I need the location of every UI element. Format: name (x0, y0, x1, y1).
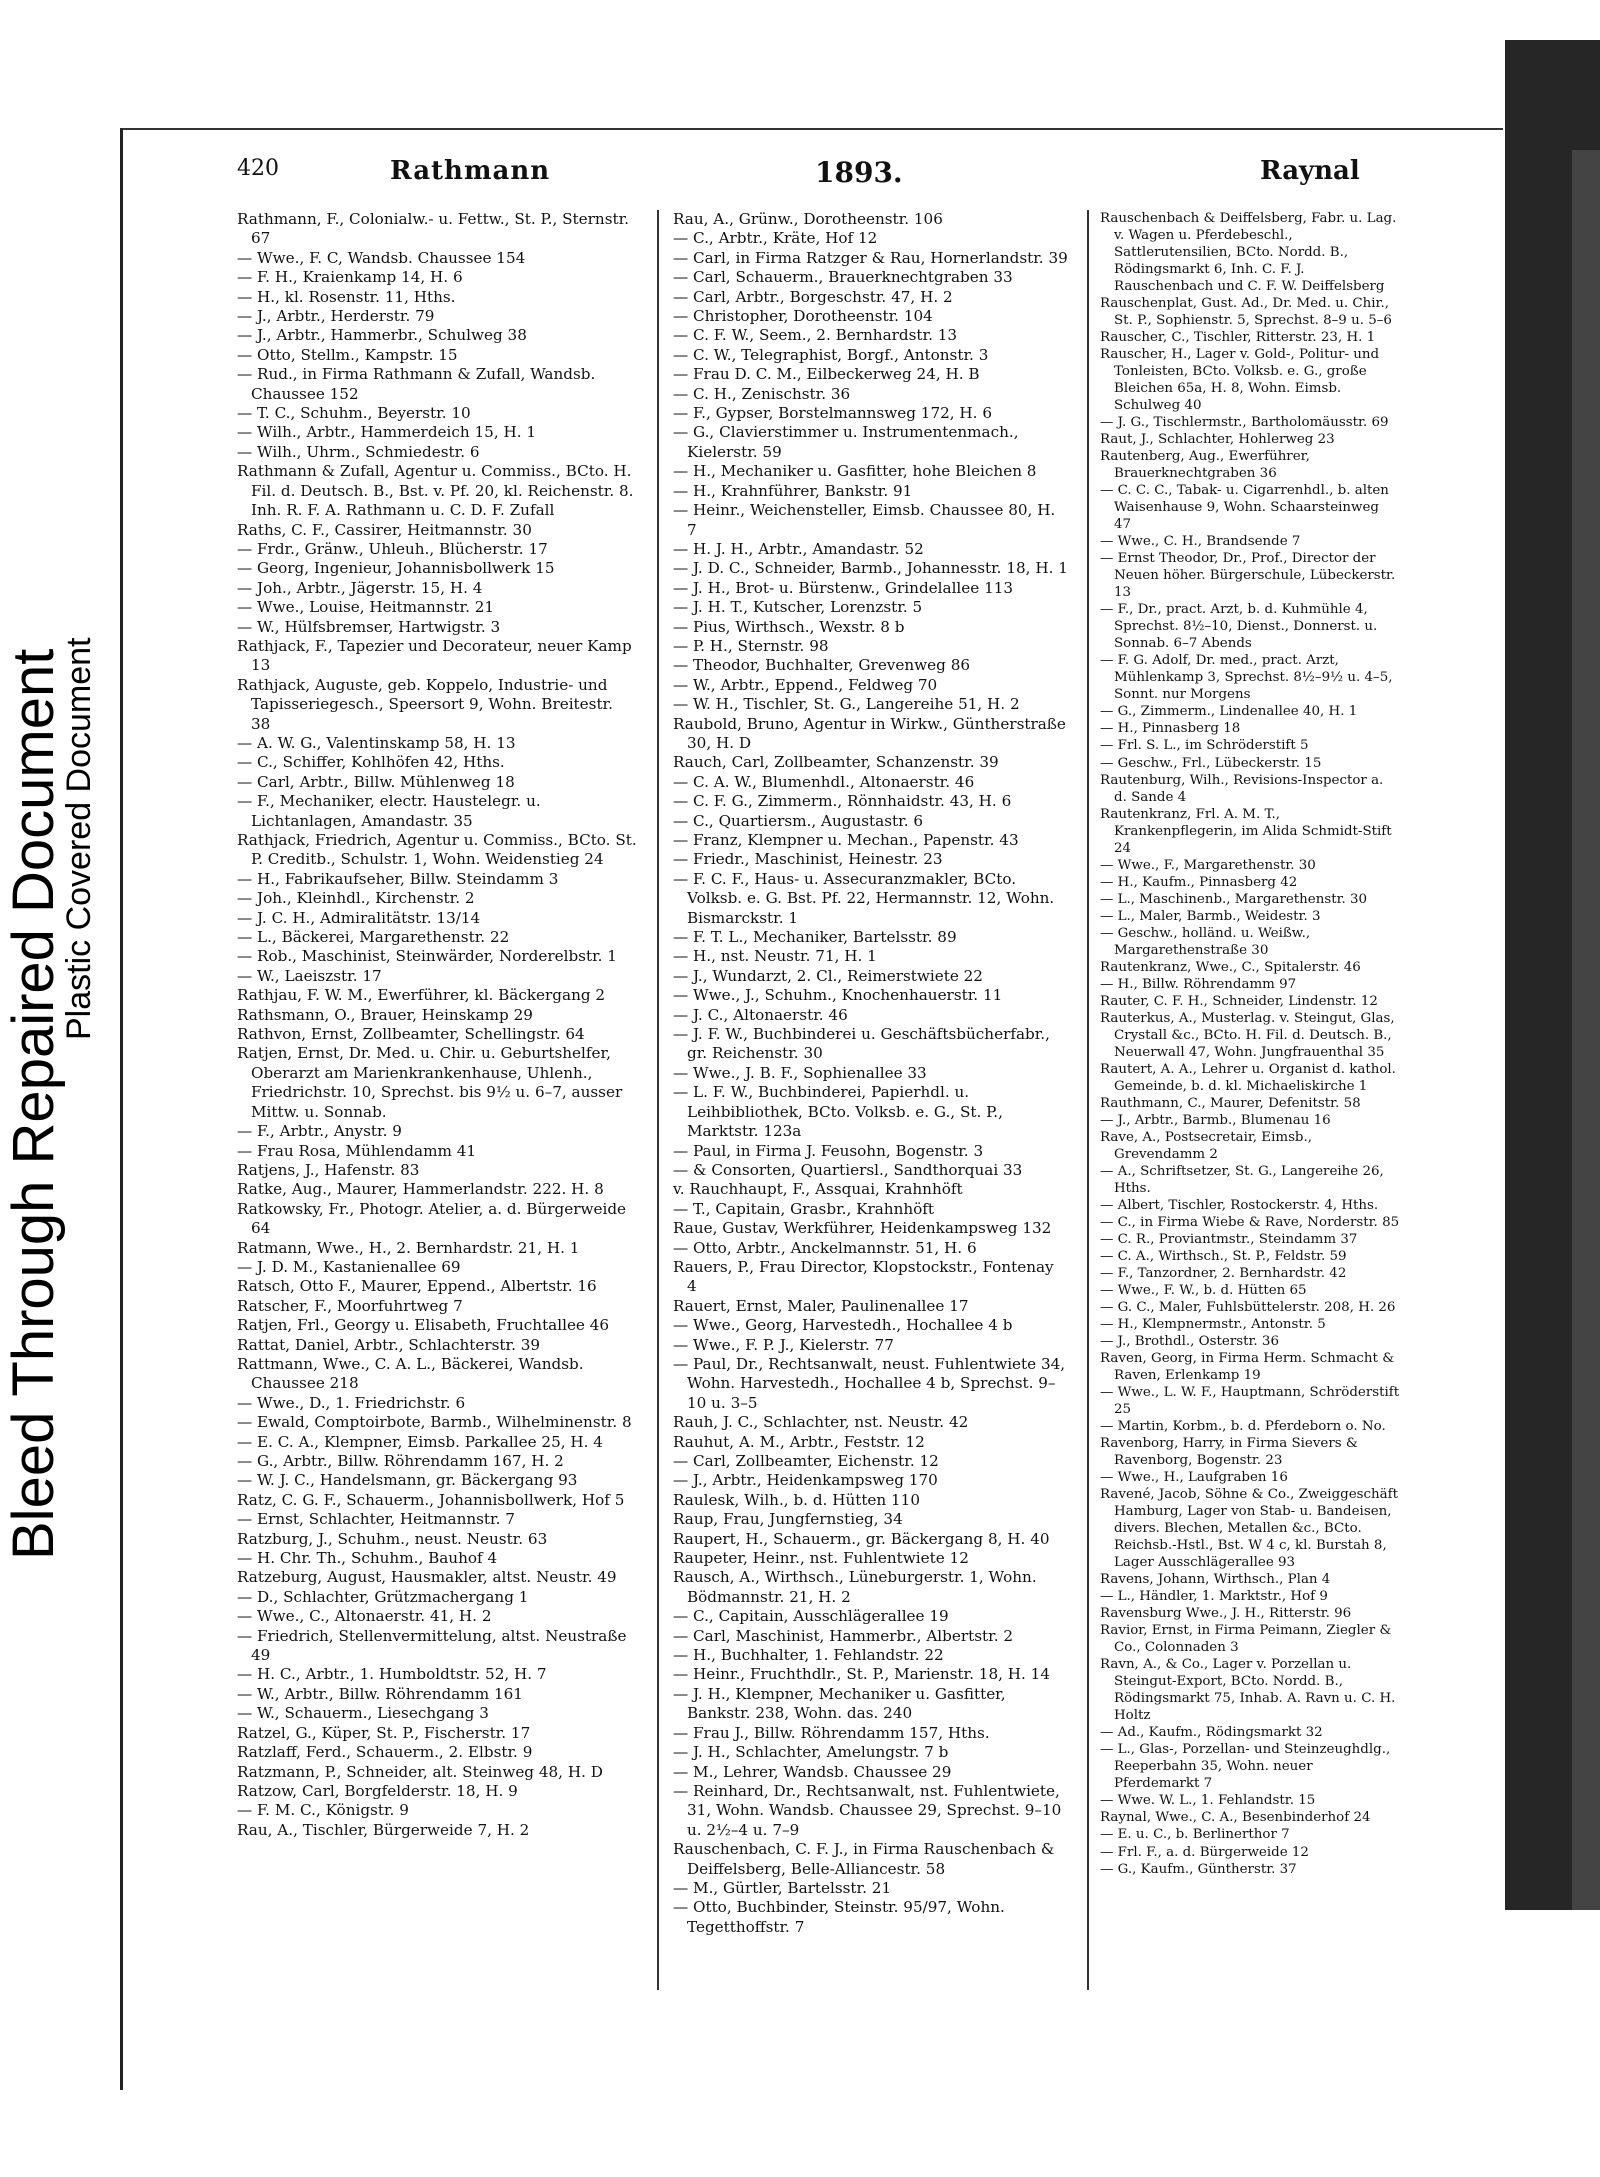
directory-entry: — Theodor, Buchhalter, Grevenweg 86 (673, 656, 971, 675)
directory-entry: — J. H. T., Kutscher, Lorenzstr. 5 (673, 598, 923, 617)
directory-entry: — J. F. W., Buchbinderei u. Geschäftsbücherfabr., gr. Reichenstr. 30 (673, 1025, 1050, 1063)
directory-entry: — F., Dr., pract. Arzt, b. d. Kuhmühle 4, Sprechst. 8½–10, Dienst., Donnerst. u. Sonnab. 6–7 Abends (1100, 602, 1378, 652)
directory-entry: — J., Arbtr., Hammerbr., Schulweg 38 (237, 326, 527, 345)
directory-entry: — L., Händler, 1. Marktstr., Hof 9 (1100, 1589, 1328, 1605)
column-1 (237, 210, 637, 1990)
directory-entry: — Albert, Tischler, Rostockerstr. 4, Hths. (1100, 1197, 1379, 1213)
directory-entry: — G., Clavierstimmer u. Instrumentenmach., Kielerstr. 59 (673, 423, 1019, 461)
directory-entry: Ravn, A., & Co., Lager v. Porzellan u. Steingut-Export, BCto. Nordd. B., Rödingsmarkt 75, Inhab. A. Ravn u. C. H. Holtz (1100, 1657, 1396, 1724)
directory-entry: Ravenborg, Harry, in Firma Sievers & Ravenborg, Bogenstr. 23 (1100, 1436, 1358, 1469)
directory-entry: — Carl, Maschinist, Hammerbr., Albertstr. 2 (673, 1626, 1014, 1645)
directory-entry: — J. H., Klempner, Mechaniker u. Gasfitter, Bankstr. 238, Wohn. das. 240 (673, 1684, 1006, 1723)
directory-entry: — C. R., Proviantmstr., Steindamm 37 (1100, 1231, 1358, 1247)
directory-entry: Ravens, Johann, Wirthsch., Plan 4 (1100, 1572, 1331, 1588)
directory-entry: — F. T. L., Mechaniker, Bartelsstr. 89 (673, 928, 957, 947)
directory-entry: — Georg, Ingenieur, Johannisbollwerk 15 (237, 559, 555, 578)
directory-page (175, 150, 1405, 2070)
directory-entry: Rauterkus, A., Musterlag. v. Steingut, Glas, Crystall &c., BCto. H. Fil. d. Deutsch. B., Neuerwall 47, Wohn. Jungfrauenthal 35 (1100, 1010, 1395, 1060)
directory-entry: — Otto, Buchbinder, Steinstr. 95/97, Wohn. Tegetthoffstr. 7 (673, 1898, 1005, 1936)
directory-entry: — Rud., in Firma Rathmann & Zufall, Wandsb. Chaussee 152 (237, 365, 596, 403)
directory-entry: Rattmann, Wwe., C. A. L., Bäckerei, Wandsb. Chaussee 218 (237, 1354, 584, 1393)
directory-entry: — H., Kaufm., Pinnasberg 42 (1100, 874, 1298, 890)
directory-entry: — G., Kaufm., Güntherstr. 37 (1100, 1861, 1297, 1877)
directory-entry: Rau, A., Grünw., Dorotheenstr. 106 (673, 210, 943, 228)
directory-entry: — H. Chr. Th., Schuhm., Bauhof 4 (237, 1549, 498, 1568)
directory-entry: Raut, J., Schlachter, Hohlerweg 23 (1100, 432, 1335, 448)
directory-entry: Raulesk, Wilh., b. d. Hütten 110 (673, 1490, 921, 1509)
directory-entry: — Geschw., holländ. u. Weißw., Margarethenstraße 30 (1100, 925, 1311, 958)
directory-entry: — Frl. F., a. d. Bürgerweide 12 (1100, 1844, 1309, 1860)
directory-entry: Rathvon, Ernst, Zollbeamter, Schellingstr. 64 (237, 1025, 585, 1044)
directory-entry: Ratzmann, P., Schneider, alt. Steinweg 48, H. D (237, 1762, 603, 1781)
directory-entry: — J., Wundarzt, 2. Cl., Reimerstwiete 22 (673, 966, 983, 985)
directory-entry: — J. D. M., Kastanienallee 69 (237, 1257, 461, 1276)
directory-entry: — C., in Firma Wiebe & Rave, Norderstr. 85 (1100, 1214, 1400, 1230)
directory-entry: Raynal, Wwe., C. A., Besenbinderhof 24 (1100, 1810, 1371, 1826)
directory-entry: — Ewald, Comptoirbote, Barmb., Wilhelminenstr. 8 (237, 1413, 632, 1432)
scan-dark-edge-inner (1572, 150, 1600, 1910)
directory-entry: — L., Bäckerei, Margarethenstr. 22 (237, 928, 510, 947)
directory-entry: — C. F. W., Seem., 2. Bernhardstr. 13 (673, 326, 958, 345)
directory-entry: — F., Arbtr., Anystr. 9 (237, 1122, 402, 1141)
directory-entry: Ravior, Ernst, in Firma Peimann, Ziegler & Co., Colonnaden 3 (1100, 1623, 1392, 1656)
directory-entry: — Wwe., F. P. J., Kielerstr. 77 (673, 1335, 894, 1354)
directory-entry: Raupert, H., Schauerm., gr. Bäckergang 8, H. 40 (673, 1529, 1050, 1548)
directory-entry: — J., Arbtr., Barmb., Blumenau 16 (1100, 1112, 1331, 1128)
directory-entry: Rathjau, F. W. M., Ewerführer, kl. Bäckergang 2 (237, 986, 606, 1005)
directory-entry: — H., kl. Rosenstr. 11, Hths. (237, 287, 456, 306)
directory-entry: — Frdr., Gränw., Uhleuh., Blücherstr. 17 (237, 539, 548, 558)
directory-entry: — Wwe., D., 1. Friedrichstr. 6 (237, 1393, 466, 1412)
directory-entry: — Frl. S. L., im Schröderstift 5 (1100, 738, 1309, 754)
directory-entry: — Wwe., F., Margarethenstr. 30 (1100, 857, 1316, 873)
directory-entry: — H., Klempnermstr., Antonstr. 5 (1100, 1317, 1326, 1333)
directory-entry: — Reinhard, Dr., Rechtsanwalt, nst. Fuhlentwiete, 31, Wohn. Wandsb. Chaussee 29, Sprechst. 9–10 u. 2½–4 u. 7–9 (673, 1781, 1062, 1839)
directory-entry: — Otto, Stellm., Kampstr. 15 (237, 345, 458, 364)
directory-entry: — Geschw., Frl., Lübeckerstr. 15 (1100, 755, 1322, 771)
page-number: 420 (237, 156, 279, 181)
directory-entry: — J. H., Brot- u. Bürstenw., Grindelallee 113 (673, 578, 1014, 597)
directory-entry: Rautenkranz, Wwe., C., Spitalerstr. 46 (1100, 959, 1361, 975)
directory-entry: Rathjack, Auguste, geb. Koppelo, Industrie- und Tapisseriegesch., Speersort 9, Wohn. Breitestr. 38 (237, 675, 613, 733)
directory-entry: — Paul, in Firma J. Feusohn, Bogenstr. 3 (673, 1141, 984, 1160)
directory-entry: — Pius, Wirthsch., Wexstr. 8 b (673, 617, 905, 636)
directory-entry: — Wwe., F. W., b. d. Hütten 65 (1100, 1282, 1307, 1298)
directory-entry: — Carl, Arbtr., Borgeschstr. 47, H. 2 (673, 287, 953, 306)
directory-entry: Ratzel, G., Küper, St. P., Fischerstr. 17 (237, 1723, 531, 1742)
directory-entry: — W., Arbtr., Eppend., Feldweg 70 (673, 675, 938, 694)
directory-entry: Raven, Georg, in Firma Herm. Schmacht & Raven, Erlenkamp 19 (1100, 1351, 1395, 1384)
directory-entry: — C., Schiffer, Kohlhöfen 42, Hths. (237, 753, 505, 772)
directory-entry: Rautert, A. A., Lehrer u. Organist d. kathol. Gemeinde, b. d. kl. Michaeliskirche 1 (1100, 1061, 1396, 1094)
directory-entry: — A., Schriftsetzer, St. G., Langereihe 26, Hths. (1100, 1163, 1384, 1196)
directory-entry: Rauschenbach & Deiffelsberg, Fabr. u. Lag. v. Wagen u. Pferdebeschl., Sattlerutensilien, BCto. Nordd. B., Rödingsmarkt 6, Inh. C. F. J. Rauschenbach und C. F. W. Deiffelsberg (1100, 211, 1397, 295)
directory-entry: — W. J. C., Handelsmann, gr. Bäckergang 93 (237, 1471, 578, 1490)
directory-entry: Rauhut, A. M., Arbtr., Feststr. 12 (673, 1432, 925, 1451)
directory-entry: — E. C. A., Klempner, Eimsb. Parkallee 25, H. 4 (237, 1432, 603, 1451)
directory-entry: Ratzburg, J., Schuhm., neust. Neustr. 63 (237, 1529, 548, 1548)
directory-entry: — C. F. G., Zimmerm., Rönnhaidstr. 43, H. 6 (673, 792, 1012, 811)
directory-entry: — F. G. Adolf, Dr. med., pract. Arzt, Mühlenkamp 3, Sprechst. 8½–9½ u. 4–5, Sonnt. nur Morgens (1100, 653, 1393, 703)
directory-entry: — Wwe., L. W. F., Hauptmann, Schröderstift 25 (1100, 1385, 1400, 1418)
directory-entry: Rauschenplat, Gust. Ad., Dr. Med. u. Chir., St. P., Sophienstr. 5, Sprechst. 8–9 u. 5–6 (1100, 296, 1392, 329)
directory-entry: Ratz, C. G. F., Schauerm., Johannisbollwerk, Hof 5 (237, 1490, 625, 1509)
directory-entry: Rausch, A., Wirthsch., Lüneburgerstr. 1, Wohn. Bödmannstr. 21, H. 2 (673, 1568, 1037, 1606)
header-year: 1893. (815, 156, 903, 189)
directory-entry: — A. W. G., Valentinskamp 58, H. 13 (237, 733, 516, 752)
directory-entry: — Carl, Arbtr., Billw. Mühlenweg 18 (237, 772, 515, 791)
directory-entry: Rauschenbach, C. F. J., in Firma Rauschenbach & Deiffelsberg, Belle-Alliancestr. 58 (673, 1840, 1055, 1878)
directory-entry: Rave, A., Postsecretair, Eimsb., Grevendamm 2 (1100, 1129, 1313, 1162)
directory-entry: — Friedr., Maschinist, Heinestr. 23 (673, 850, 943, 869)
directory-entry: — C. A., Wirthsch., St. P., Feldstr. 59 (1100, 1248, 1347, 1264)
directory-entry: — Frau Rosa, Mühlendamm 41 (237, 1141, 477, 1160)
directory-entry: — L., Maler, Barmb., Weidestr. 3 (1100, 908, 1321, 924)
directory-entry: — H. C., Arbtr., 1. Humboldtstr. 52, H. 7 (237, 1665, 547, 1684)
directory-entry: — F. H., Kraienkamp 14, H. 6 (237, 268, 463, 287)
directory-entry: — H., Buchhalter, 1. Fehlandstr. 22 (673, 1646, 944, 1665)
directory-entry: Rauers, P., Frau Director, Klopstockstr., Fontenay 4 (673, 1257, 1054, 1296)
directory-entry: Rautenberg, Aug., Ewerführer, Brauerknechtgraben 36 (1100, 449, 1310, 482)
directory-entry: — Carl, Schauerm., Brauerknechtgraben 33 (673, 268, 1013, 287)
directory-entry: Ratzlaff, Ferd., Schauerm., 2. Elbstr. 9 (237, 1743, 533, 1762)
directory-entry: — C., Arbtr., Kräte, Hof 12 (673, 229, 878, 248)
directory-entry: — F., Gypser, Borstelmannsweg 172, H. 6 (673, 404, 992, 423)
directory-entry: — Frau J., Billw. Röhrendamm 157, Hths. (673, 1723, 990, 1742)
directory-entry: — Ad., Kaufm., Rödingsmarkt 32 (1100, 1725, 1323, 1741)
directory-entry: Rathmann & Zufall, Agentur u. Commiss., BCto. H. Fil. d. Deutsch. B., Bst. v. Pf. 20, kl. Reichenstr. 8. Inh. R. F. A. Rathmann u. C. D. F. Zufall (237, 462, 634, 520)
directory-entry: Ratscher, F., Moorfuhrtweg 7 (237, 1296, 463, 1315)
directory-entry: — Heinr., Weichensteller, Eimsb. Chaussee 80, H. 7 (673, 501, 1056, 539)
directory-entry: — Wwe., J. B. F., Sophienallee 33 (673, 1063, 927, 1082)
directory-entry: Raths, C. F., Cassirer, Heitmannstr. 30 (237, 520, 532, 539)
directory-entry: — H., Fabrikaufseher, Billw. Steindamm 3 (237, 869, 559, 888)
directory-entry: Ratjen, Ernst, Dr. Med. u. Chir. u. Geburtshelfer, Oberarzt am Marienkrankenhause, Uhlenh., Friedrichstr. 10, Sprechst. bis 9½ u. 6–7, ausser Mittw. u. Sonnab. (237, 1044, 623, 1121)
header-left-keyword: Rathmann (390, 156, 551, 186)
directory-entry: — H., Krahnführer, Bankstr. 91 (673, 481, 913, 500)
directory-entry: — G. C., Maler, Fuhlsbüttelerstr. 208, H. 26 (1100, 1300, 1396, 1315)
column-rule-2 (1087, 210, 1089, 1990)
directory-entry: — C. H., Zenischstr. 36 (673, 384, 851, 403)
column-rule-1 (657, 210, 659, 1990)
directory-entry: — Wwe., Louise, Heitmannstr. 21 (237, 598, 495, 617)
directory-entry: v. Rauchhaupt, F., Assquai, Krahnhöft (673, 1180, 963, 1199)
page-header (175, 150, 1405, 198)
directory-entry: — Joh., Arbtr., Jägerstr. 15, H. 4 (237, 578, 483, 597)
header-right-keyword: Raynal (1260, 156, 1360, 186)
directory-entry: — Wwe., F. C, Wandsb. Chaussee 154 (237, 248, 526, 267)
directory-entry: Rattat, Daniel, Arbtr., Schlachterstr. 39 (237, 1335, 541, 1354)
directory-entry: Ratzow, Carl, Borgfelderstr. 18, H. 9 (237, 1781, 518, 1800)
directory-entry: Rautenkranz, Frl. A. M. T., Krankenpflegerin, im Alida Schmidt-Stift 24 (1100, 806, 1392, 856)
directory-entry: Rauh, J. C., Schlachter, nst. Neustr. 42 (673, 1413, 969, 1432)
directory-entry: — L., Glas-, Porzellan- und Steinzeughdlg., Reeperbahn 35, Wohn. neuer Pferdemarkt 7 (1100, 1742, 1391, 1792)
directory-entry: Ravensburg Wwe., J. H., Ritterstr. 96 (1100, 1606, 1352, 1622)
directory-entry: — Otto, Arbtr., Anckelmannstr. 51, H. 6 (673, 1238, 977, 1257)
directory-entry: — J. C., Altonaerstr. 46 (673, 1005, 848, 1024)
directory-entry: — P. H., Sternstr. 98 (673, 636, 829, 655)
directory-entry: — J., Arbtr., Herderstr. 79 (237, 307, 435, 326)
directory-entry: — J., Brothdl., Osterstr. 36 (1100, 1334, 1279, 1350)
directory-entry: — Wwe., J., Schuhm., Knochenhauerstr. 11 (673, 986, 1003, 1005)
directory-entry: — Ernst Theodor, Dr., Prof., Director der Neuen höher. Bürgerschule, Lübeckerstr. 13 (1100, 551, 1396, 601)
directory-entry: — C., Capitain, Ausschlägerallee 19 (673, 1607, 949, 1626)
directory-entry: — H., Mechaniker u. Gasfitter, hohe Bleichen 8 (673, 462, 1037, 481)
directory-entry: — F. M. C., Königstr. 9 (237, 1801, 409, 1820)
directory-entry: — F., Mechaniker, electr. Haustelegr. u. Lichtanlagen, Amandastr. 35 (237, 792, 541, 830)
directory-entry: — Wwe., C. H., Brandsende 7 (1100, 534, 1301, 550)
directory-entry: — M., Lehrer, Wandsb. Chaussee 29 (673, 1762, 952, 1781)
directory-entry: — Wwe., C., Altonaerstr. 41, H. 2 (237, 1607, 492, 1626)
directory-entry: — W., Hülfsbremser, Hartwigstr. 3 (237, 617, 501, 636)
directory-entry: — Martin, Korbm., b. d. Pferdeborn o. No. (1100, 1419, 1386, 1435)
directory-entry: — Paul, Dr., Rechtsanwalt, neust. Fuhlentwiete 34, Wohn. Harvestedh., Hochallee 4 b, Sprechst. 9–10 u. 3–5 (673, 1354, 1066, 1412)
directory-entry: — W., Schauerm., Liesechgang 3 (237, 1704, 489, 1723)
directory-entry: Rathmann, F., Colonialw.- u. Fettw., St. P., Sternstr. 67 (237, 210, 630, 248)
directory-entry: Raupeter, Heinr., nst. Fuhlentwiete 12 (673, 1549, 969, 1568)
directory-entry: Rau, A., Tischler, Bürgerweide 7, H. 2 (237, 1820, 530, 1839)
directory-entry: — Christopher, Dorotheenstr. 104 (673, 307, 933, 326)
directory-entry: — H., Pinnasberg 18 (1100, 721, 1241, 737)
directory-entry: — L., Maschinenb., Margarethenstr. 30 (1100, 891, 1368, 907)
directory-entry: — T., Capitain, Grasbr., Krahnhöft (673, 1199, 935, 1218)
directory-entry: Ratkowsky, Fr., Photogr. Atelier, a. d. Bürgerweide 64 (237, 1199, 627, 1238)
directory-entry: Rathsmann, O., Brauer, Heinskamp 29 (237, 1005, 533, 1024)
directory-entry: — Frau D. C. M., Eilbeckerweg 24, H. B (673, 365, 980, 384)
directory-entry: — & Consorten, Quartiersl., Sandthorquai 33 (673, 1160, 1023, 1179)
directory-entry: — Carl, in Firma Ratzger & Rau, Hornerlandstr. 39 (673, 248, 1068, 267)
directory-entry: — Joh., Kleinhdl., Kirchenstr. 2 (237, 889, 475, 908)
directory-entry: — C. A. W., Blumenhdl., Altonaerstr. 46 (673, 772, 975, 791)
directory-entry: — W., Laeiszstr. 17 (237, 966, 382, 985)
directory-entry: — C., Quartiersm., Augustastr. 6 (673, 811, 924, 830)
directory-entry: Rauert, Ernst, Maler, Paulinenallee 17 (673, 1296, 969, 1315)
directory-entry: Raup, Frau, Jungfernstieg, 34 (673, 1510, 903, 1529)
directory-entry: Ratsch, Otto F., Maurer, Eppend., Albertstr. 16 (237, 1277, 597, 1296)
directory-entry: — Wilh., Uhrm., Schmiedestr. 6 (237, 442, 480, 461)
directory-entry: Ratke, Aug., Maurer, Hammerlandstr. 222. H. 8 (237, 1180, 604, 1199)
directory-entry: — E. u. C., b. Berlinerthor 7 (1100, 1827, 1290, 1843)
directory-entry: Rauch, Carl, Zollbeamter, Schanzenstr. 39 (673, 753, 999, 772)
directory-entry: — L. F. W., Buchbinderei, Papierhdl. u. Leihbibliothek, BCto. Volksb. e. G., St. P., Marktstr. 123a (673, 1083, 1003, 1141)
directory-entry: Rathjack, Friedrich, Agentur u. Commiss., BCto. St. P. Creditb., Schulstr. 1, Wohn. Weidenstieg 24 (237, 831, 637, 869)
directory-entry: — Wwe., Georg, Harvestedh., Hochallee 4 b (673, 1316, 1013, 1335)
directory-entry: — Franz, Klempner u. Mechan., Papenstr. 43 (673, 831, 1019, 849)
directory-entry: Rautenburg, Wilh., Revisions-Inspector a. d. Sande 4 (1100, 772, 1384, 805)
plastic-covered-label: Plastic Covered Document (60, 637, 98, 1040)
bleed-through-label: Bleed Through Repaired Document (1, 648, 66, 1560)
directory-entry: — Wwe. W. L., 1. Fehlandstr. 15 (1100, 1793, 1316, 1809)
directory-entry: Raubold, Bruno, Agentur in Wirkw., Güntherstraße 30, H. D (673, 714, 1066, 752)
directory-entry: — H., Billw. Röhrendamm 97 (1100, 976, 1297, 992)
directory-entry: — W. H., Tischler, St. G., Langereihe 51, H. 2 (673, 695, 1020, 714)
directory-entry: Rauscher, H., Lager v. Gold-, Politur- und Tonleisten, BCto. Volksb. e. G., große Bleichen 65a, H. 8, Wohn. Eimsb. Schulweg 40 (1100, 347, 1380, 414)
directory-entry: — Heinr., Fruchthdlr., St. P., Marienstr. 18, H. 14 (673, 1665, 1050, 1684)
directory-entry: — C. C. C., Tabak- u. Cigarrenhdl., b. alten Waisenhause 9, Wohn. Schaarsteinweg 47 (1100, 483, 1389, 533)
directory-entry: — Wwe., H., Laufgraben 16 (1100, 1470, 1288, 1486)
directory-entry: — J., Arbtr., Heidenkampsweg 170 (673, 1471, 938, 1490)
directory-entry: — Friedrich, Stellenvermittelung, altst. Neustraße 49 (237, 1626, 627, 1665)
directory-entry: Rathjack, F., Tapezier und Decorateur, neuer Kamp 13 (237, 636, 632, 675)
directory-entry: — Wilh., Arbtr., Hammerdeich 15, H. 1 (237, 423, 537, 442)
directory-entry: Ravené, Jacob, Söhne & Co., Zweiggeschäft Hamburg, Lager von Stab- u. Bandeisen, divers. Blechen, Metallen &c., BCto. Reichsb.-Hstl., Bst. W 4 c, kl. Burstah 8, Lager Ausschlägerallee 93 (1100, 1487, 1398, 1571)
directory-entry: — J. C. H., Admiralitätstr. 13/14 (237, 908, 481, 927)
directory-entry: — J. D. C., Schneider, Barmb., Johannesstr. 18, H. 1 (673, 559, 1068, 578)
directory-entry: — T. C., Schuhm., Beyerstr. 10 (237, 404, 471, 423)
directory-entry: Ratzeburg, August, Hausmakler, altst. Neustr. 49 (237, 1568, 617, 1587)
directory-entry: Ratmann, Wwe., H., 2. Bernhardstr. 21, H. 1 (237, 1238, 580, 1257)
directory-entry: — Rob., Maschinist, Steinwärder, Norderelbstr. 1 (237, 947, 617, 966)
directory-entry: Rauthmann, C., Maurer, Defenitstr. 58 (1100, 1095, 1361, 1111)
directory-entry: — D., Schlachter, Grützmachergang 1 (237, 1587, 529, 1606)
directory-entry: — H. J. H., Arbtr., Amandastr. 52 (673, 539, 924, 558)
directory-entry: — W., Arbtr., Billw. Röhrendamm 161 (237, 1684, 523, 1703)
column-3 (1100, 210, 1400, 1990)
directory-entry: — Ernst, Schlachter, Heitmannstr. 7 (237, 1510, 515, 1529)
directory-entry: — F. C. F., Haus- u. Assecuranzmakler, BCto. Volksb. e. G. Bst. Pf. 22, Hermannstr. 12, Wohn. Bismarckstr. 1 (673, 869, 1055, 927)
directory-entry: — M., Gürtler, Bartelsstr. 21 (673, 1878, 892, 1897)
directory-entry: Rauscher, C., Tischler, Ritterstr. 23, H. 1 (1100, 330, 1376, 346)
directory-entry: — Carl, Zollbeamter, Eichenstr. 12 (673, 1452, 939, 1470)
directory-entry: Ratjen, Frl., Georgy u. Elisabeth, Fruchtallee 46 (237, 1316, 610, 1335)
directory-entry: — G., Arbtr., Billw. Röhrendamm 167, H. 2 (237, 1452, 564, 1470)
directory-entry: — F., Tanzordner, 2. Bernhardstr. 42 (1100, 1265, 1347, 1281)
directory-entry: Rauter, C. F. H., Schneider, Lindenstr. 12 (1100, 993, 1378, 1009)
directory-entry: Raue, Gustav, Werkführer, Heidenkampsweg 132 (673, 1219, 1052, 1238)
column-2 (673, 210, 1068, 1990)
directory-entry: — J. G., Tischlermstr., Bartholomäusstr. 69 (1100, 415, 1389, 431)
directory-entry: — G., Zimmerm., Lindenallee 40, H. 1 (1100, 704, 1358, 720)
directory-entry: — H., nst. Neustr. 71, H. 1 (673, 947, 877, 966)
directory-entry: — C. W., Telegraphist, Borgf., Antonstr. 3 (673, 345, 989, 364)
directory-entry: Ratjens, J., Hafenstr. 83 (237, 1160, 420, 1179)
directory-entry: — J. H., Schlachter, Amelungstr. 7 b (673, 1743, 949, 1762)
